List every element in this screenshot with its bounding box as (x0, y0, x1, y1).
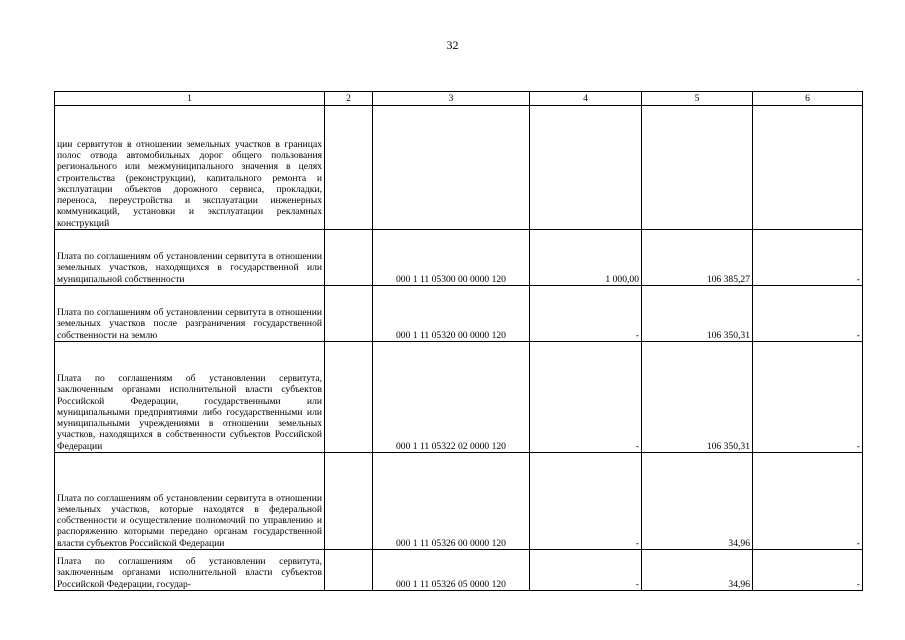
row-col4: 1 000,00 (530, 230, 642, 286)
table-row (55, 286, 863, 342)
row-name: Плата по соглашениям об установлении сервитута в отношении земельных участков, которые находятся в федеральной собственности и осуществление полномочий по управлению и распоряжению которыми передано органам государственной власти субъектов Российской Федерации (55, 453, 325, 550)
row-col5: 106 385,27 (642, 230, 753, 286)
table-row (55, 550, 863, 591)
row-name: ции сервитутов в отношении земельных участков в границах полос отвода автомобильных дорог общего пользования регионального или межмуниципального значения в целях строительства (реконструкции), капитального ремонта и эксплуатации объектов дорожного сервиса, прокладки, переноса, переустройства и эксплуатации инженерных коммуникаций, установки и эксплуатации рекламных конструкций (55, 106, 325, 230)
table-row (55, 106, 863, 230)
row-col2 (325, 453, 373, 550)
row-code: 000 1 11 05320 00 0000 120 (373, 286, 530, 342)
table-row (55, 453, 863, 550)
row-name: Плата по соглашениям об установлении сервитута, заключенным органами исполнительной власти субъектов Российской Федерации, государственными или муниципальными предприятиями либо государственными или муниципальными учреждениями в отношении земельных участков, находящихся в собственности субъектов Российской Федерации (55, 342, 325, 453)
row-col5: 106 350,31 (642, 286, 753, 342)
row-code: 000 1 11 05326 00 0000 120 (373, 453, 530, 550)
row-col4 (530, 106, 642, 230)
row-code: 000 1 11 05300 00 0000 120 (373, 230, 530, 286)
row-col2 (325, 342, 373, 453)
column-header-4: 4 (530, 92, 642, 106)
row-name: Плата по соглашениям об установлении сервитута в отношении земельных участков после разграничения государственной собственности на землю (55, 286, 325, 342)
row-col2 (325, 106, 373, 230)
row-col6: - (753, 550, 863, 591)
table-row (55, 230, 863, 286)
page-number: 32 (446, 38, 459, 52)
row-col2 (325, 550, 373, 591)
row-code (373, 106, 530, 230)
row-col4: - (530, 550, 642, 591)
column-header-3: 3 (373, 92, 530, 106)
row-col4: - (530, 342, 642, 453)
row-col5 (642, 106, 753, 230)
row-col5: 106 350,31 (642, 342, 753, 453)
row-col6: - (753, 286, 863, 342)
column-header-5: 5 (642, 92, 753, 106)
row-col4: - (530, 286, 642, 342)
row-col5: 34,96 (642, 550, 753, 591)
row-code: 000 1 11 05322 02 0000 120 (373, 342, 530, 453)
row-name: Плата по соглашениям об установлении сервитута в отношении земельных участков, находящихся в государственной или муниципальной собственности (55, 230, 325, 286)
row-col6: - (753, 453, 863, 550)
row-name: Плата по соглашениям об установлении сервитута, заключенным органами исполнительной власти субъектов Российской Федерации, государ- (55, 550, 325, 591)
row-col6: - (753, 342, 863, 453)
column-header-6: 6 (753, 92, 863, 106)
row-col2 (325, 230, 373, 286)
row-col2 (325, 286, 373, 342)
budget-table (54, 91, 863, 591)
table-row (55, 342, 863, 453)
row-col5: 34,96 (642, 453, 753, 550)
row-code: 000 1 11 05326 05 0000 120 (373, 550, 530, 591)
row-col6 (753, 106, 863, 230)
table-header-row (55, 92, 863, 106)
column-header-1: 1 (55, 92, 325, 106)
row-col4: - (530, 453, 642, 550)
row-col6: - (753, 230, 863, 286)
column-header-2: 2 (325, 92, 373, 106)
